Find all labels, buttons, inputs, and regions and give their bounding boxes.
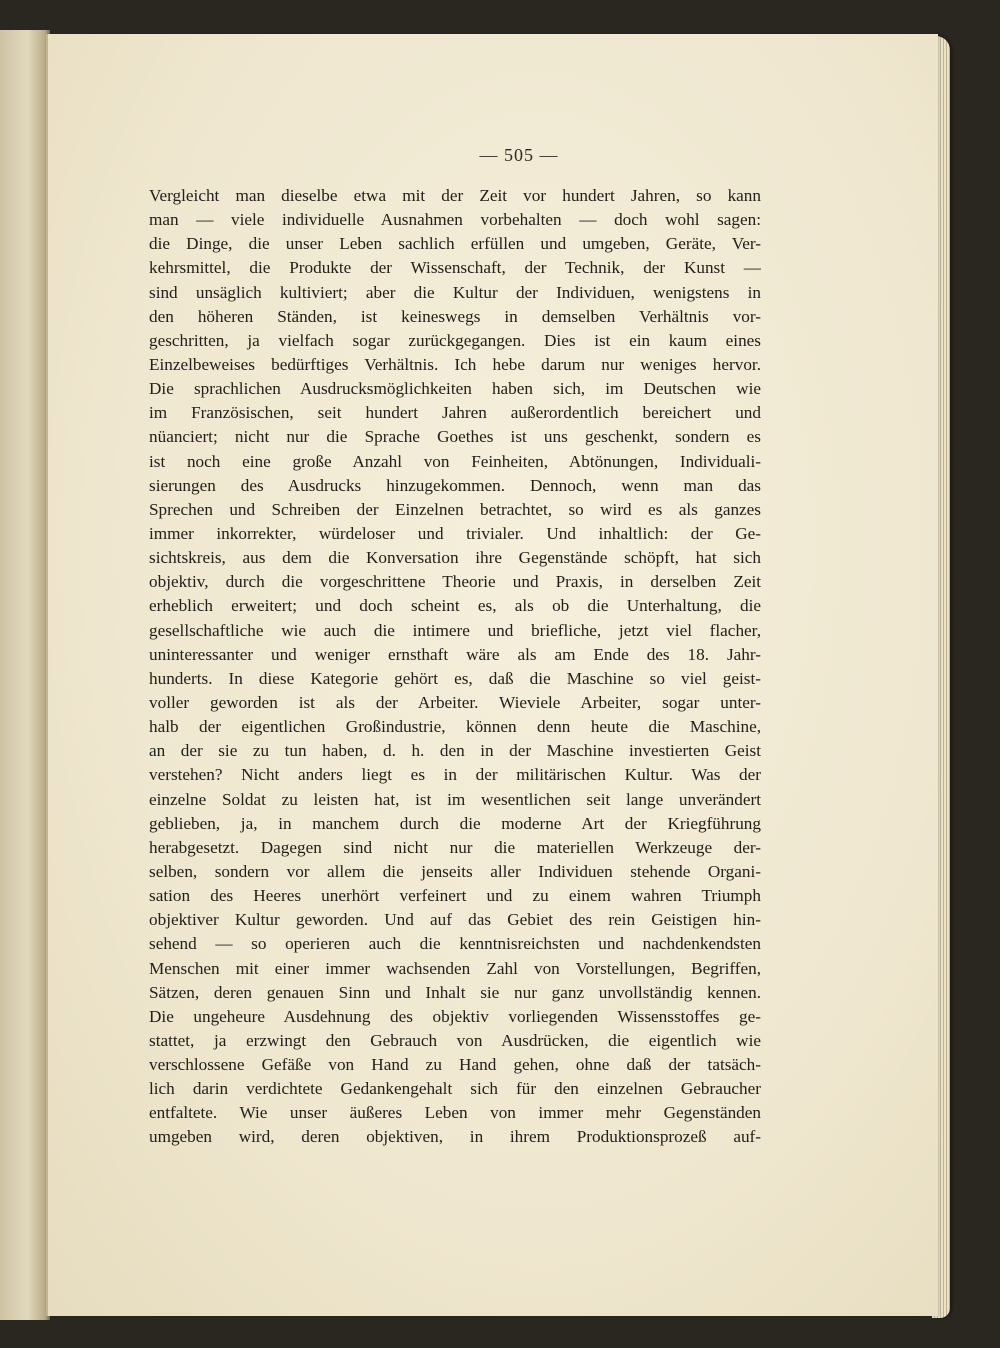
text-line: nüanciert; nicht nur die Sprache Goethes ist uns geschenkt, sondern es <box>149 427 761 447</box>
text-line: Die sprachlichen Ausdrucksmöglichkeiten haben sich, im Deutschen wie <box>149 379 761 399</box>
text-line: halb der eigentlichen Großindustrie, können denn heute die Maschine, <box>149 717 761 737</box>
text-line: den höheren Ständen, ist keineswegs in demselben Verhältnis vor- <box>149 306 761 326</box>
text-line: verstehen? Nicht anders liegt es in der militärischen Kultur. Was der <box>149 765 761 785</box>
text-line: Vergleicht man dieselbe etwa mit der Zeit vor hundert Jahren, so kann <box>149 186 761 205</box>
text-line: entfaltete. Wie unser äußeres Leben von immer mehr Gegenständen <box>149 1103 761 1123</box>
text-line: geschritten, ja vielfach sogar zurückgegangen. Dies ist ein kaum eines <box>149 330 761 350</box>
text-line: sierungen des Ausdrucks hinzugekommen. Dennoch, wenn man das <box>149 475 761 495</box>
text-line: sation des Heeres unerhört verfeinert und zu einem wahren Triumph <box>149 886 761 906</box>
facing-page-edge <box>0 30 50 1320</box>
text-line: voller geworden ist als der Arbeiter. Wieviele Arbeiter, sogar unter- <box>149 692 761 712</box>
text-line: immer inkorrekter, würdeloser und trivialer. Und inhaltlich: der Ge- <box>149 523 761 543</box>
text-line: kehrsmittel, die Produkte der Wissenschaft, der Technik, der Kunst — <box>149 258 761 278</box>
text-line: die Dinge, die unser Leben sachlich erfüllen und umgeben, Geräte, Ver- <box>149 234 761 254</box>
text-line: ist noch eine große Anzahl von Feinheiten, Abtönungen, Individuali- <box>149 451 761 471</box>
text-line: gesellschaftliche wie auch die intimere und briefliche, jetzt viel flacher, <box>149 620 761 640</box>
text-line: objektiv, durch die vorgeschrittene Theorie und Praxis, in derselben Zeit <box>149 572 761 592</box>
text-line: geblieben, ja, in manchem durch die moderne Art der Kriegführung <box>149 813 761 833</box>
text-line: objektiver Kultur geworden. Und auf das Gebiet des rein Geistigen hin- <box>149 910 761 930</box>
text-line: Sprechen und Schreiben der Einzelnen betrachtet, so wird es als ganzes <box>149 499 761 519</box>
text-line: stattet, ja erzwingt den Gebrauch von Ausdrücken, die eigentlich wie <box>149 1030 761 1050</box>
text-line: umgeben wird, deren objektiven, in ihrem Produktionsprozeß auf- <box>149 1127 761 1147</box>
text-line: herabgesetzt. Dagegen sind nicht nur die materiellen Werkzeuge der- <box>149 837 761 857</box>
text-line: sichtskreis, aus dem die Konversation ihre Gegenstände schöpft, hat sich <box>149 548 761 568</box>
page-number: — 505 — <box>479 145 559 165</box>
text-line: Menschen mit einer immer wachsenden Zahl von Vorstellungen, Begriffen, <box>149 958 761 978</box>
text-line: Die ungeheure Ausdehnung des objektiv vorliegenden Wissensstoffes ge- <box>149 1006 761 1026</box>
text-line: sind unsäglich kultiviert; aber die Kultur der Individuen, wenigstens in <box>149 282 761 302</box>
text-line: lich darin verdichtete Gedankengehalt sich für den einzelnen Gebraucher <box>149 1079 761 1099</box>
text-line: im Französischen, seit hundert Jahren außerordentlich bereichert und <box>149 403 761 423</box>
text-line: erheblich erweitert; und doch scheint es, als ob die Unterhaltung, die <box>149 596 761 616</box>
text-line: an der sie zu tun haben, d. h. den in der Maschine investierten Geist <box>149 741 761 761</box>
text-line: Sätzen, deren genauen Sinn und Inhalt sie nur ganz unvollständig kennen. <box>149 982 761 1002</box>
text-line: hunderts. In diese Kategorie gehört es, daß die Maschine so viel geist- <box>149 668 761 688</box>
body-text <box>149 184 761 1150</box>
text-line: sehend — so operieren auch die kenntnisreichsten und nachdenkendsten <box>149 934 761 954</box>
text-line: uninteressanter und weniger ernsthaft wäre als am Ende des 18. Jahr- <box>149 644 761 664</box>
text-line: einzelne Soldat zu leisten hat, ist im wesentlichen seit lange unverändert <box>149 789 761 809</box>
text-line: selben, sondern vor allem die jenseits aller Individuen stehende Organi- <box>149 861 761 881</box>
text-line: verschlossene Gefäße von Hand zu Hand gehen, ohne daß der tatsäch- <box>149 1055 761 1075</box>
text-line: man — viele individuelle Ausnahmen vorbehalten — doch wohl sagen: <box>149 210 761 230</box>
text-line: Einzelbeweises bedürftiges Verhältnis. Ich hebe darum nur weniges hervor. <box>149 354 761 374</box>
